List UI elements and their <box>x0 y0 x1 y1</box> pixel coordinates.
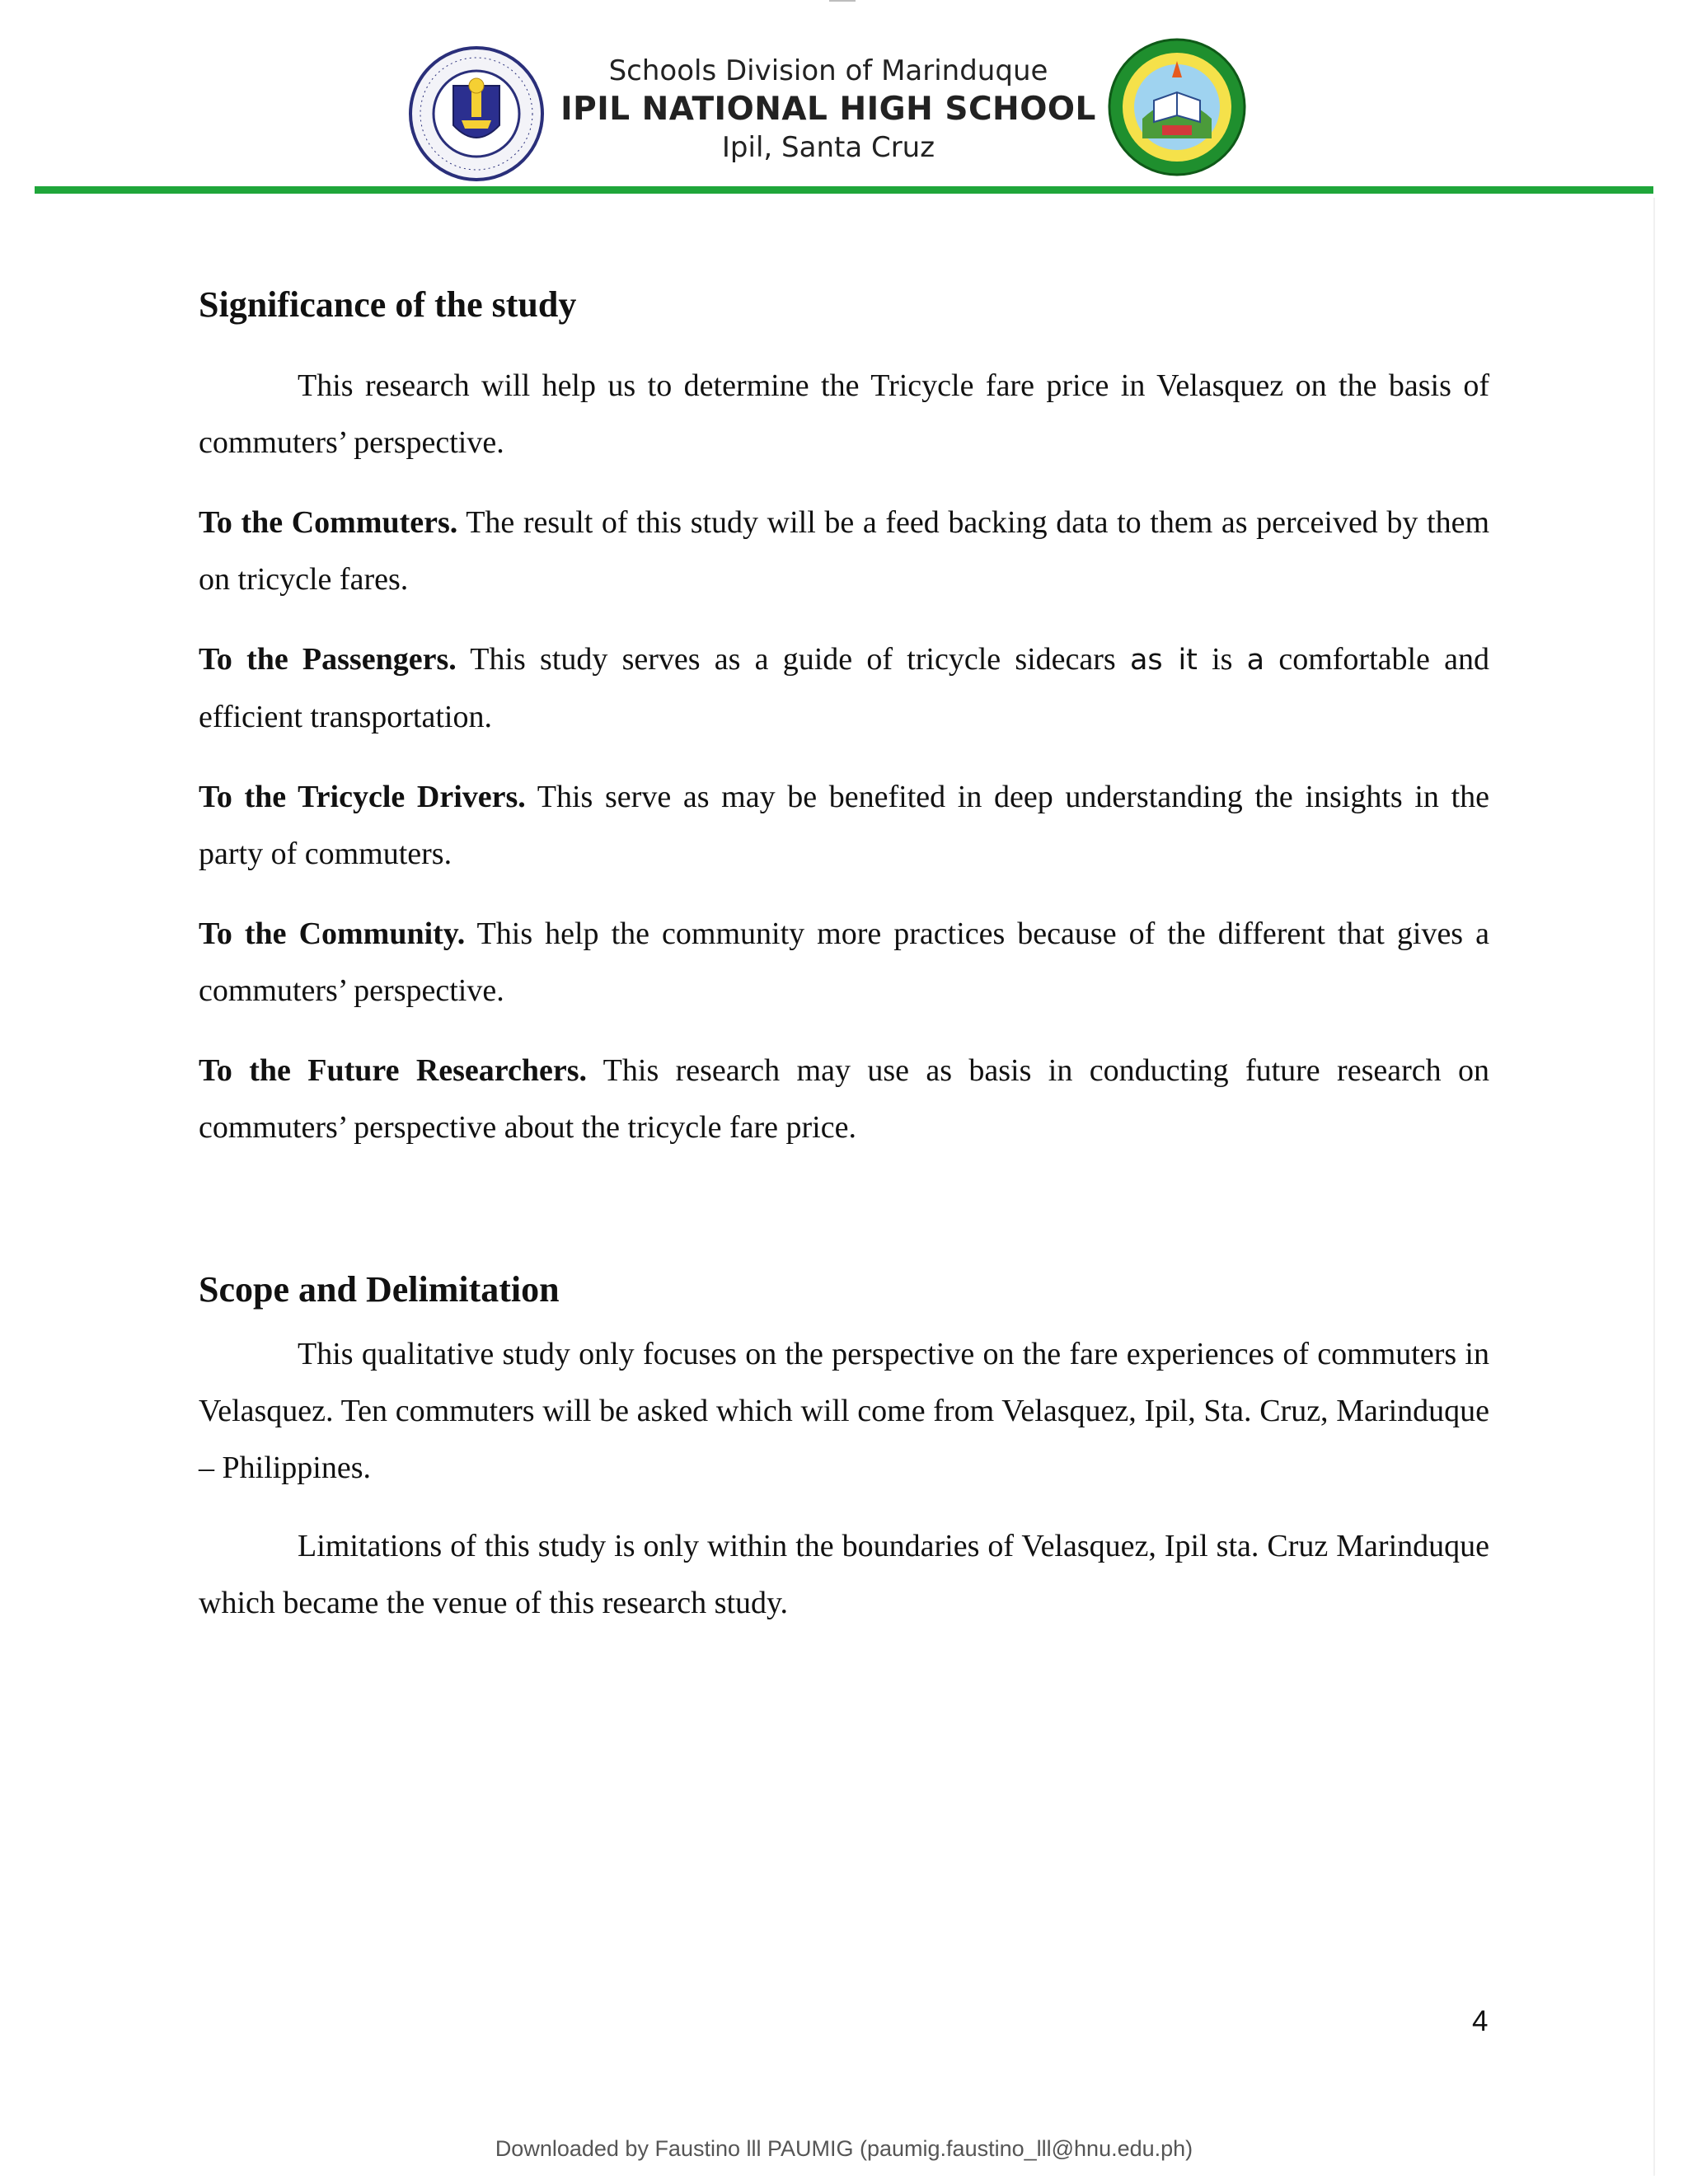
item-label: To the Passengers. <box>199 642 457 677</box>
school-division: Schools Division of Marinduque <box>608 54 1048 87</box>
item-label: To the Tricycle Drivers. <box>199 780 526 814</box>
item-label: To the Community. <box>199 916 466 951</box>
header-divider <box>35 186 1653 194</box>
item-text: comfortable and efficient transportation. <box>199 642 1489 734</box>
significance-item-researchers <box>199 1043 1489 1156</box>
significance-intro: This research will help us to determine the Tricycle fare price in Velasquez on the basis of commuters’ perspective. <box>199 368 1489 460</box>
significance-heading: Significance of the study <box>199 284 577 325</box>
letterhead <box>33 33 1655 198</box>
significance-item-community <box>199 906 1489 1019</box>
significance-item-drivers <box>199 769 1489 883</box>
school-seal-icon <box>1103 36 1251 178</box>
scope-paragraph-1: This qualitative study only focuses on the perspective on the fare experiences of commuters in Velasquez. Ten commuters will be asked which will come from Velasquez, Ipil, Sta. Cruz, Marinduque – Philippines. <box>199 1337 1489 1485</box>
item-label: To the Future Researchers. <box>199 1053 587 1088</box>
page-number: 4 <box>1472 2005 1489 2037</box>
item-text: is <box>1197 642 1247 677</box>
top-edge-mark <box>829 0 856 2</box>
scope-paragraph-2: Limitations of this study is only within the boundaries of Velasquez, Ipil sta. Cruz Marinduque which became the venue of this research study. <box>199 1529 1489 1620</box>
scope-heading: Scope and Delimitation <box>199 1269 560 1310</box>
item-text: This study serves as a guide of tricycle sidecars <box>456 642 1130 677</box>
item-text-sans: a <box>1246 644 1265 677</box>
item-label: To the Commuters. <box>199 505 458 540</box>
significance-item-commuters <box>199 494 1489 608</box>
download-footer: Downloaded by Faustino lll PAUMIG (paumig.faustino_lll@hnu.edu.ph) <box>495 2136 1193 2161</box>
item-text: This research may use as basis in conducting future research on commuters’ perspective about the tricycle fare price. <box>199 1053 1489 1145</box>
item-text: This help the community more practices because of the different that gives a commuters’ perspective. <box>199 916 1489 1008</box>
school-name: IPIL NATIONAL HIGH SCHOOL <box>560 91 1096 128</box>
item-text: This serve as may be benefited in deep understanding the insights in the party of commuters. <box>199 780 1489 871</box>
school-location: Ipil, Santa Cruz <box>721 131 935 164</box>
page-edge-shadow <box>1653 198 1655 2176</box>
item-text: The result of this study will be a feed backing data to them as perceived by them on tricycle fares. <box>199 505 1489 597</box>
significance-item-passengers <box>199 631 1489 746</box>
school-identity <box>560 53 1096 165</box>
item-text-sans: as it <box>1129 644 1198 677</box>
deped-seal-icon <box>402 45 551 183</box>
main-content <box>199 280 1489 1632</box>
